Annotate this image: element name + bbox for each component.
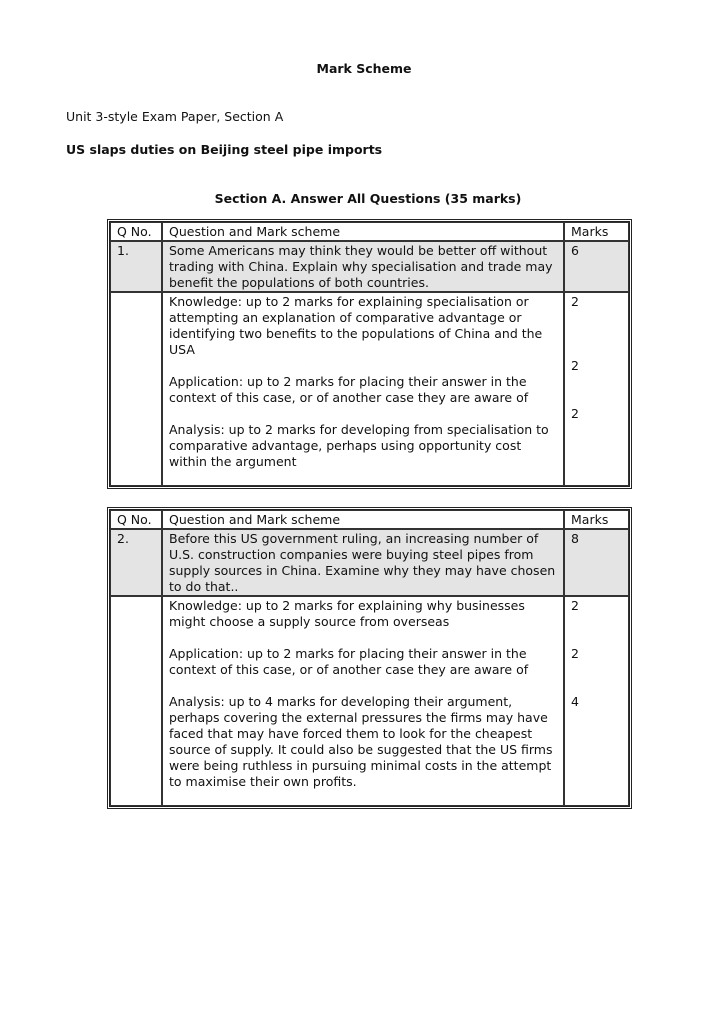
criterion-analysis: Analysis: up to 2 marks for developing from specialisation to comparative advantage, perhaps using opportunity cost within the argument xyxy=(169,422,549,469)
exam-subtitle: Unit 3-style Exam Paper, Section A xyxy=(66,109,284,124)
header-marks: Marks xyxy=(564,222,629,241)
mark-scheme-table-q1 xyxy=(107,219,632,489)
question-number: 2. xyxy=(110,529,162,596)
question-row xyxy=(110,529,629,596)
criteria-row xyxy=(110,292,629,486)
question-text: Some Americans may think they would be better off without trading with China. Explain why specialisation and trade may benefit the populations of both countries. xyxy=(162,241,564,292)
question-text: Before this US government ruling, an increasing number of U.S. construction companies were buying steel pipes from supply sources in China. Examine why they may have chosen to do that.. xyxy=(162,529,564,596)
criterion-application-marks: 2 xyxy=(571,646,579,661)
criteria-row xyxy=(110,596,629,806)
header-qno: Q No. xyxy=(110,510,162,529)
header-question: Question and Mark scheme xyxy=(162,510,564,529)
mark-scheme-table-q2 xyxy=(107,507,632,809)
header-qno: Q No. xyxy=(110,222,162,241)
criterion-analysis: Analysis: up to 4 marks for developing their argument, perhaps covering the external pressures the firms may have faced that may have forced them to look for the cheapest source of supply. It could also be suggested that the US firms were being ruthless in pursuing minimal costs in the attempt to maximise their own profits. xyxy=(169,694,553,789)
question-total-marks: 8 xyxy=(564,529,629,596)
header-marks: Marks xyxy=(564,510,629,529)
page-title: Mark Scheme xyxy=(316,61,412,76)
question-total-marks: 6 xyxy=(564,241,629,292)
table-header-row xyxy=(110,510,629,529)
criterion-analysis-marks: 4 xyxy=(571,694,579,709)
criterion-knowledge-marks: 2 xyxy=(571,294,579,309)
header-question: Question and Mark scheme xyxy=(162,222,564,241)
criterion-knowledge: Knowledge: up to 2 marks for explaining why businesses might choose a supply source from overseas xyxy=(169,598,525,629)
criterion-analysis-marks: 2 xyxy=(571,406,579,421)
question-number: 1. xyxy=(110,241,162,292)
criterion-knowledge: Knowledge: up to 2 marks for explaining specialisation or attempting an explanation of comparative advantage or identifying two benefits to the populations of China and the USA xyxy=(169,294,543,357)
article-title: US slaps duties on Beijing steel pipe imports xyxy=(66,142,383,157)
criterion-application-marks: 2 xyxy=(571,358,579,373)
criterion-application: Application: up to 2 marks for placing their answer in the context of this case, or of another case they are aware of xyxy=(169,646,529,677)
question-row xyxy=(110,241,629,292)
criterion-knowledge-marks: 2 xyxy=(571,598,579,613)
table-header-row xyxy=(110,222,629,241)
criterion-application: Application: up to 2 marks for placing their answer in the context of this case, or of another case they are aware of xyxy=(169,374,529,405)
section-heading: Section A. Answer All Questions (35 marks) xyxy=(214,191,522,206)
